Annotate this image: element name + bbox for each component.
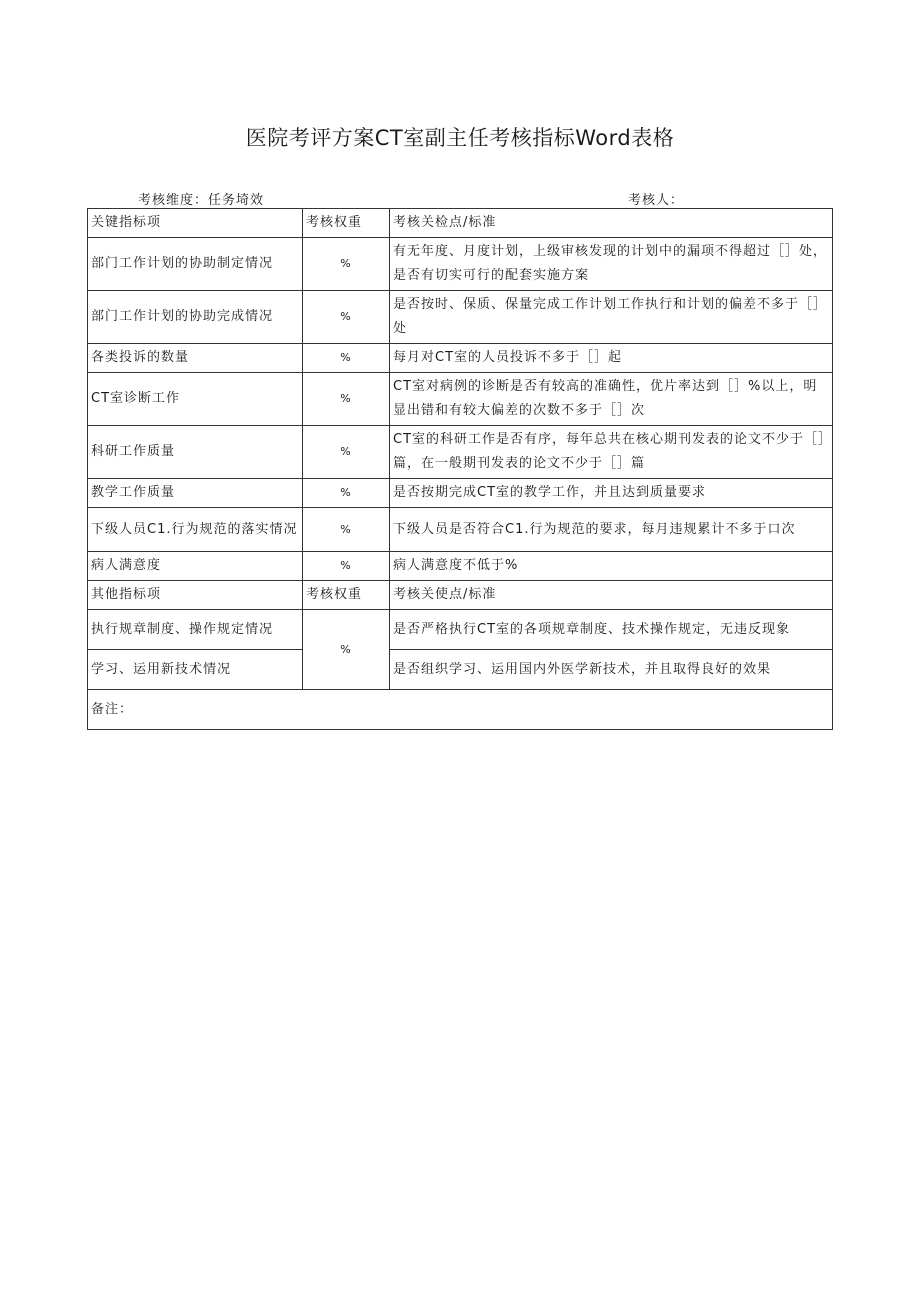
assessment-dimension: 考核维度：任务埼效 [138, 193, 265, 208]
table-row [88, 650, 833, 690]
header-weight: 考核权重 [303, 209, 390, 238]
table-row [88, 552, 833, 581]
indicator-standard: 病人满意度不低于% [390, 552, 833, 581]
table-row [88, 508, 833, 552]
header-other-weight: 考核权重 [303, 581, 390, 610]
assessor-label: 考核人： [628, 193, 685, 208]
table-row [88, 291, 833, 344]
indicator-weight: % [303, 291, 390, 344]
indicator-weight: % [303, 344, 390, 373]
indicator-standard: 是否按时、保质、保量完成工作计划工作执行和计划的偏差不多于［］处 [390, 291, 833, 344]
indicator-weight: % [303, 238, 390, 291]
indicator-standard: 有无年度、月度计划，上级审核发现的计划中的漏项不得超过［］处，是否有切实可行的配套实施方案 [390, 238, 833, 291]
indicator-name: 病人满意度 [88, 552, 303, 581]
indicator-standard: 是否按期完成CT室的教学工作，并且达到质量要求 [390, 479, 833, 508]
other-indicator-weight: % [303, 610, 390, 690]
table-row [88, 479, 833, 508]
indicator-name: 下级人员C1.行为规范的落实情况 [88, 508, 303, 552]
indicator-name: 各类投诉的数量 [88, 344, 303, 373]
header-other-standard: 考核关使点/标准 [390, 581, 833, 610]
header-key-indicator: 关键指标项 [88, 209, 303, 238]
indicator-name: 教学工作质量 [88, 479, 303, 508]
remark-label: 备注： [88, 690, 833, 730]
indicator-standard: CT室对病例的诊断是否有较高的准确性，优片率达到［］%以上，明显出错和有较大偏差的次数不多于［］次 [390, 373, 833, 426]
indicator-name: 科研工作质量 [88, 426, 303, 479]
table-row [88, 426, 833, 479]
table-subheader-row [88, 581, 833, 610]
indicator-weight: % [303, 426, 390, 479]
other-indicator-name: 学习、运用新技术情况 [88, 650, 303, 690]
header-other-indicator: 其他指标项 [88, 581, 303, 610]
indicator-standard: 每月对CT室的人员投诉不多于［］起 [390, 344, 833, 373]
other-indicator-standard: 是否组织学习、运用国内外医学新技术，并且取得良好的效果 [390, 650, 833, 690]
indicator-weight: % [303, 552, 390, 581]
header-standard: 考核关检点/标准 [390, 209, 833, 238]
other-indicator-standard: 是否严格执行CT室的各项规章制度、技术操作规定，无违反现象 [390, 610, 833, 650]
indicator-name: 部门工作计划的协助制定情况 [88, 238, 303, 291]
table-row [88, 610, 833, 650]
table-header-row [88, 209, 833, 238]
table-row [88, 373, 833, 426]
indicator-weight: % [303, 373, 390, 426]
indicator-standard: CT室的科研工作是否有序，每年总共在核心期刊发表的论文不少于［］篇，在一般期刊发表的论文不少于［］篇 [390, 426, 833, 479]
assessment-table [87, 208, 833, 730]
other-indicator-name: 执行规章制度、操作规定情况 [88, 610, 303, 650]
indicator-weight: % [303, 508, 390, 552]
indicator-name: 部门工作计划的协助完成情况 [88, 291, 303, 344]
remark-row [88, 690, 833, 730]
table-row [88, 344, 833, 373]
table-row [88, 238, 833, 291]
document-title: 医院考评方案CT室副主任考核指标Word表格 [245, 126, 675, 150]
indicator-name: CT室诊断工作 [88, 373, 303, 426]
indicator-weight: % [303, 479, 390, 508]
indicator-standard: 下级人员是否符合C1.行为规范的要求，每月违规累计不多于口次 [390, 508, 833, 552]
